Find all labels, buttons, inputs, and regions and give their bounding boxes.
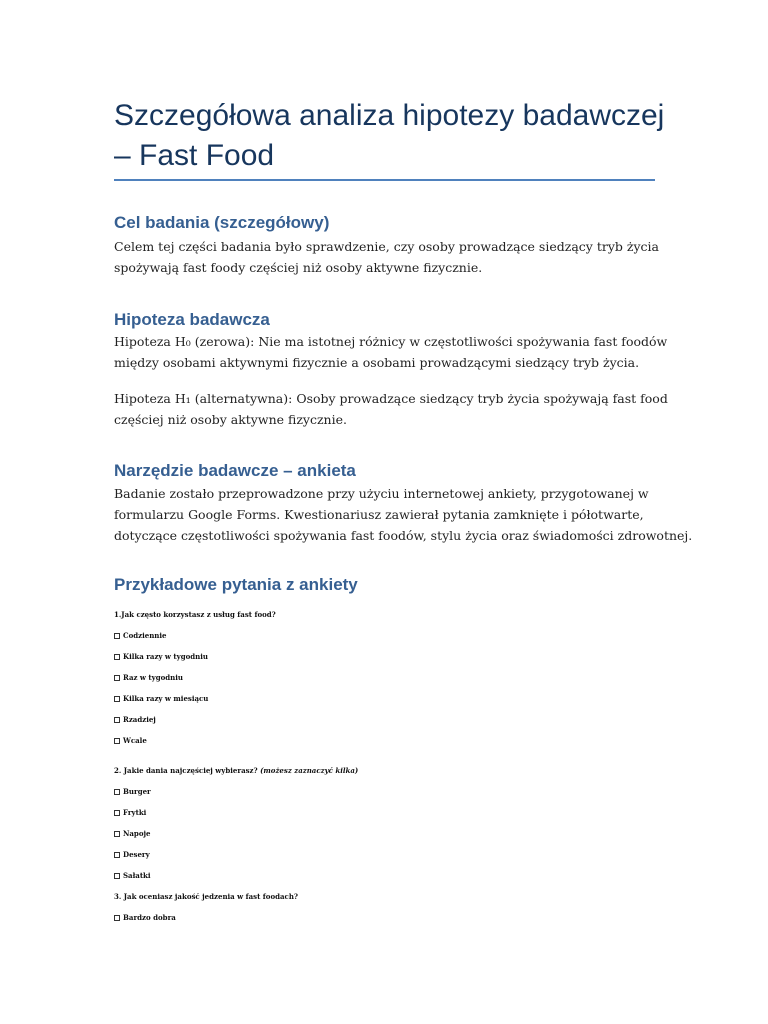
option-label: Kilka razy w miesiącu bbox=[123, 694, 209, 703]
checkbox-icon[interactable] bbox=[114, 738, 120, 744]
q1-option-4[interactable] bbox=[114, 694, 208, 704]
page-title-line-1: Szczegółowa analiza hipotezy badawczej bbox=[114, 99, 665, 132]
q2-option-1[interactable] bbox=[114, 787, 151, 797]
goal-paragraph bbox=[114, 236, 674, 278]
tool-heading: Narzędzie badawcze – ankieta bbox=[114, 461, 356, 480]
tool-line-1: Badanie zostało przeprowadzone przy użyciu internetowej ankiety, przygotowanej w bbox=[114, 486, 649, 501]
checkbox-icon[interactable] bbox=[114, 717, 120, 723]
checkbox-icon[interactable] bbox=[114, 810, 120, 816]
checkbox-icon[interactable] bbox=[114, 831, 120, 837]
q1-option-3[interactable] bbox=[114, 673, 183, 683]
tool-line-3: dotyczące częstotliwości spożywania fast foodów, stylu życia oraz świadomości zdrowotnej. bbox=[114, 528, 693, 543]
option-label: Kilka razy w tygodniu bbox=[123, 652, 208, 661]
option-label: Bardzo dobra bbox=[123, 913, 176, 922]
option-label: Burger bbox=[123, 787, 151, 796]
q2-option-5[interactable] bbox=[114, 871, 151, 881]
goal-heading: Cel badania (szczegółowy) bbox=[114, 213, 330, 232]
option-label: Wcale bbox=[123, 736, 147, 745]
q1-option-6[interactable] bbox=[114, 736, 147, 746]
h0-line-2: między osobami aktywnymi fizycznie a osobami prowadzącymi siedzący tryb życia. bbox=[114, 355, 640, 370]
question-3-text: 3. Jak oceniasz jakość jedzenia w fast foodach? bbox=[114, 892, 299, 901]
hypothesis-heading: Hipoteza badawcza bbox=[114, 310, 270, 329]
checkbox-icon[interactable] bbox=[114, 633, 120, 639]
option-label: Desery bbox=[123, 850, 150, 859]
goal-line-2: spożywają fast foody częściej niż osoby aktywne fizycznie. bbox=[114, 260, 483, 275]
checkbox-icon[interactable] bbox=[114, 852, 120, 858]
q2-option-3[interactable] bbox=[114, 829, 150, 839]
q1-option-2[interactable] bbox=[114, 652, 208, 662]
title-underline bbox=[114, 179, 655, 181]
page-title-line-2: – Fast Food bbox=[114, 139, 275, 172]
q1-option-5[interactable] bbox=[114, 715, 156, 725]
q2-option-2[interactable] bbox=[114, 808, 146, 818]
h1-line-1: Hipoteza H₁ (alternatywna): Osoby prowadzące siedzący tryb życia spożywają fast food bbox=[114, 391, 668, 406]
tool-line-2: formularzu Google Forms. Kwestionariusz zawierał pytania zamknięte i półotwarte, bbox=[114, 507, 644, 522]
h0-paragraph bbox=[114, 331, 674, 373]
checkbox-icon[interactable] bbox=[114, 915, 120, 921]
checkbox-icon[interactable] bbox=[114, 873, 120, 879]
q1-option-1[interactable] bbox=[114, 631, 167, 641]
question-2 bbox=[114, 766, 358, 776]
option-label: Napoje bbox=[123, 829, 151, 838]
q3-option-1[interactable] bbox=[114, 913, 176, 923]
h1-line-2: częściej niż osoby aktywne fizycznie. bbox=[114, 412, 347, 427]
option-label: Rzadziej bbox=[123, 715, 156, 724]
question-1 bbox=[114, 610, 276, 620]
checkbox-icon[interactable] bbox=[114, 789, 120, 795]
option-label: Frytki bbox=[123, 808, 147, 817]
tool-paragraph bbox=[114, 483, 693, 546]
page-title bbox=[114, 96, 674, 176]
checkbox-icon[interactable] bbox=[114, 696, 120, 702]
option-label: Codziennie bbox=[123, 631, 167, 640]
checkbox-icon[interactable] bbox=[114, 675, 120, 681]
question-2-text: 2. Jakie dania najczęściej wybierasz? bbox=[114, 766, 261, 775]
q2-option-4[interactable] bbox=[114, 850, 150, 860]
option-label: Sałatki bbox=[123, 871, 151, 880]
h0-line-1: Hipoteza H₀ (zerowa): Nie ma istotnej różnicy w częstotliwości spożywania fast foodów bbox=[114, 334, 668, 349]
question-3 bbox=[114, 892, 298, 902]
h1-paragraph bbox=[114, 388, 674, 430]
goal-line-1: Celem tej części badania było sprawdzenie, czy osoby prowadzące siedzący tryb życia bbox=[114, 239, 659, 254]
examples-heading: Przykładowe pytania z ankiety bbox=[114, 575, 358, 594]
option-label: Raz w tygodniu bbox=[123, 673, 183, 682]
question-1-text: 1.Jak często korzystasz z usług fast food? bbox=[114, 610, 276, 619]
question-2-hint: (możesz zaznaczyć kilka) bbox=[260, 766, 359, 775]
checkbox-icon[interactable] bbox=[114, 654, 120, 660]
